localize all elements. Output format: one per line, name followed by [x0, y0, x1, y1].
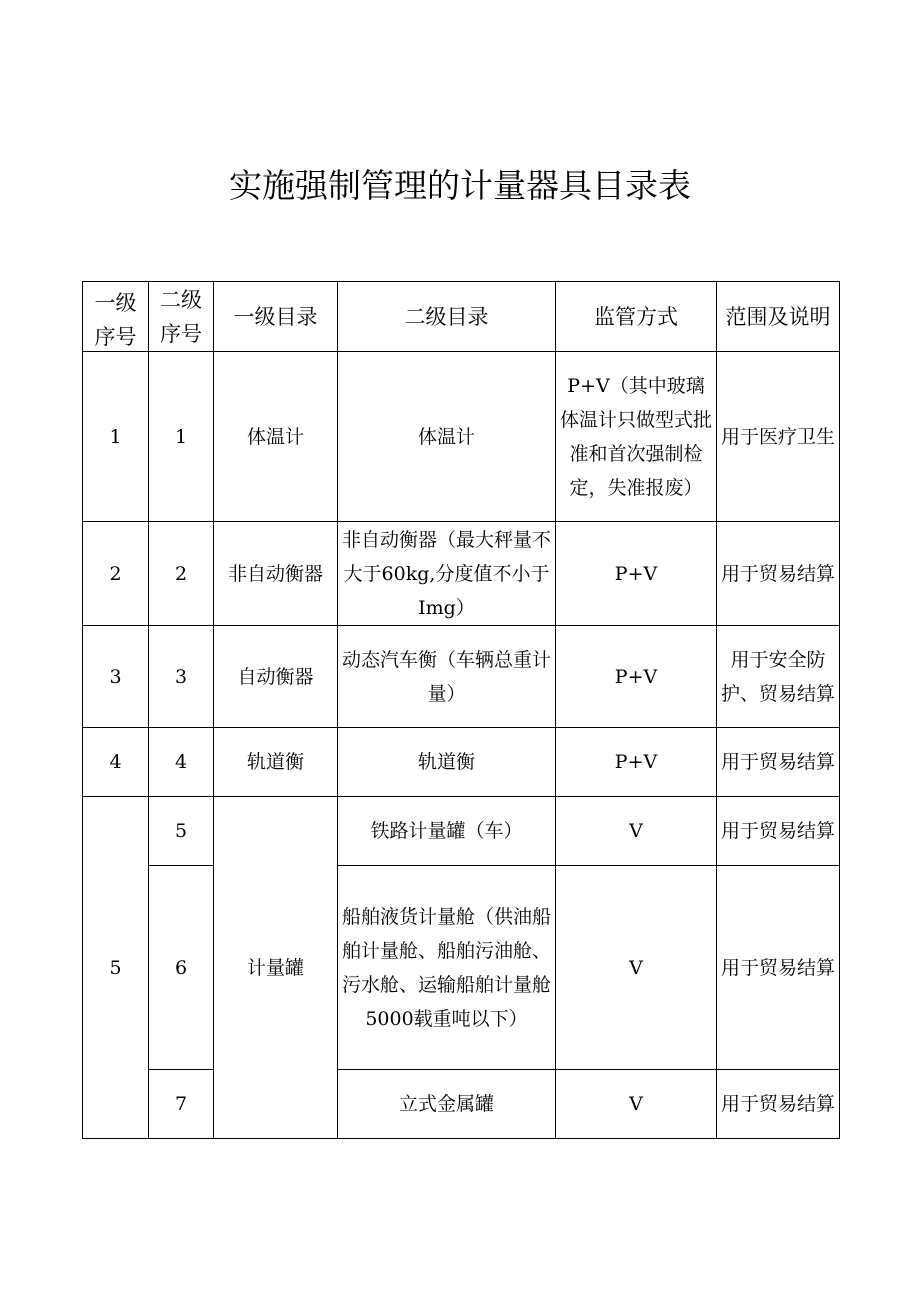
cell-scope: 用于安全防护、贸易结算: [717, 626, 840, 728]
cell-supervision: P+V: [556, 626, 717, 728]
page-title: 实施强制管理的计量器具目录表: [229, 166, 691, 205]
cell-level2-no: 4: [149, 728, 214, 797]
cell-level1-no: 5: [83, 797, 149, 1139]
cell-supervision: V: [556, 866, 717, 1070]
table-header-row: [83, 282, 840, 352]
table-row: [83, 866, 840, 1070]
cell-level2-catalog: 轨道衡: [338, 728, 556, 797]
cell-level2-no: 2: [149, 522, 214, 626]
cell-scope: 用于贸易结算: [717, 522, 840, 626]
cell-level1-no: 2: [83, 522, 149, 626]
cell-level2-catalog: 体温计: [338, 352, 556, 522]
header-level1-catalog: 一级目录: [214, 282, 338, 352]
cell-scope: 用于贸易结算: [717, 797, 840, 866]
cell-level2-catalog: 铁路计量罐（车）: [338, 797, 556, 866]
table-row: [83, 522, 840, 626]
cell-level1-no: 4: [83, 728, 149, 797]
cell-level2-no: 3: [149, 626, 214, 728]
header-level2-no: 二级序号: [149, 282, 214, 352]
table-row: [83, 626, 840, 728]
header-level1-no: 一级序号: [83, 282, 149, 352]
header-scope: 范围及说明: [717, 282, 840, 352]
cell-supervision: V: [556, 1070, 717, 1139]
header-level2-catalog: 二级目录: [338, 282, 556, 352]
cell-level2-catalog: 立式金属罐: [338, 1070, 556, 1139]
header-supervision: 监管方式: [556, 282, 717, 352]
cell-level1-no: 3: [83, 626, 149, 728]
cell-level1-catalog: 自动衡器: [214, 626, 338, 728]
cell-level2-catalog: 非自动衡器（最大秤量不大于60kg,分度值不小于Img）: [338, 522, 556, 626]
cell-level1-catalog: 体温计: [214, 352, 338, 522]
table-row: [83, 1070, 840, 1139]
cell-level1-catalog: 非自动衡器: [214, 522, 338, 626]
cell-scope: 用于贸易结算: [717, 1070, 840, 1139]
cell-level1-catalog: 计量罐: [214, 797, 338, 1139]
cell-level2-catalog: 动态汽车衡（车辆总重计量）: [338, 626, 556, 728]
cell-supervision: P+V（其中玻璃体温计只做型式批准和首次强制检定，失准报废）: [556, 352, 717, 522]
table-row: [83, 352, 840, 522]
cell-supervision: V: [556, 797, 717, 866]
cell-level2-no: 6: [149, 866, 214, 1070]
cell-level2-no: 1: [149, 352, 214, 522]
cell-level1-catalog: 轨道衡: [214, 728, 338, 797]
cell-scope: 用于贸易结算: [717, 866, 840, 1070]
cell-level2-no: 7: [149, 1070, 214, 1139]
cell-level1-no: 1: [83, 352, 149, 522]
table-row: [83, 728, 840, 797]
cell-supervision: P+V: [556, 728, 717, 797]
cell-scope: 用于医疗卫生: [717, 352, 840, 522]
cell-level2-no: 5: [149, 797, 214, 866]
cell-scope: 用于贸易结算: [717, 728, 840, 797]
metering-catalog-table: [82, 281, 840, 1139]
cell-supervision: P+V: [556, 522, 717, 626]
table-row: [83, 797, 840, 866]
cell-level2-catalog: 船舶液货计量舱（供油船舶计量舱、船舶污油舱、污水舱、运输船舶计量舱5000载重吨以下）: [338, 866, 556, 1070]
